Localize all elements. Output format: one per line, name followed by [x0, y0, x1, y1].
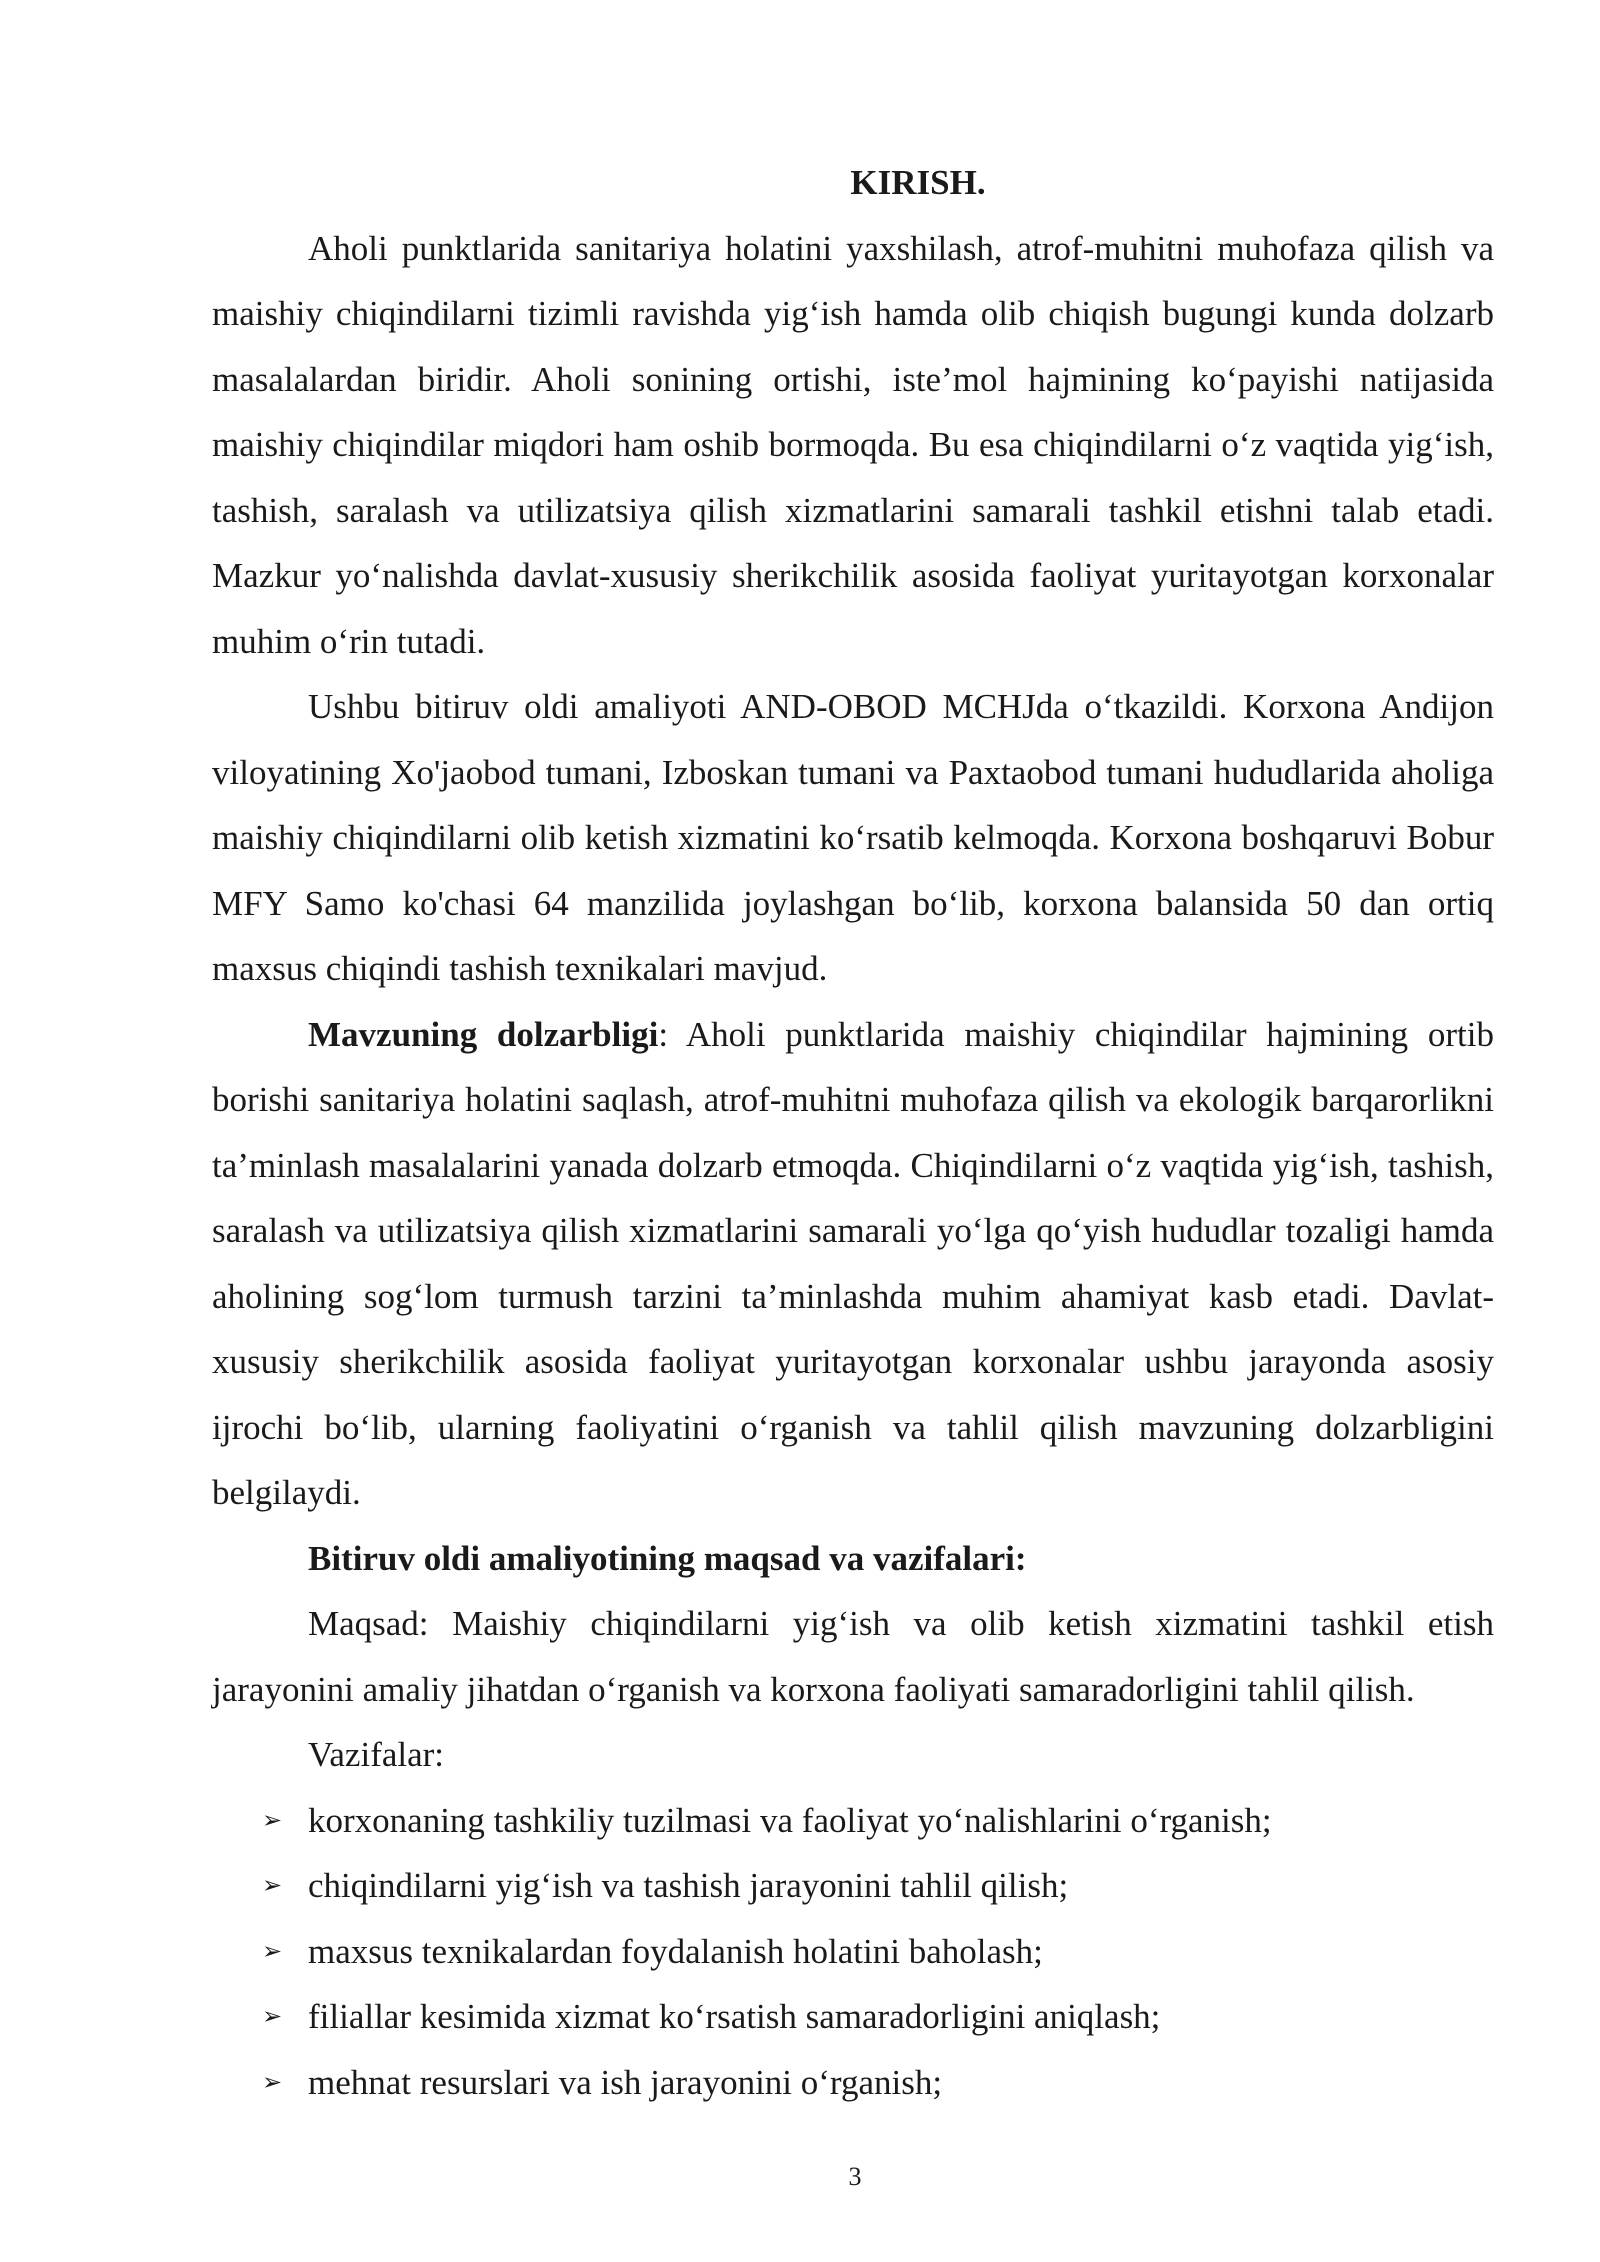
- arrow-bullet-icon: ➢: [262, 1936, 283, 1965]
- list-item: [212, 2050, 1494, 2116]
- page-number: 3: [848, 2162, 862, 2191]
- task-text: chiqindilarni yig‘ish va tashish jarayonini tahlil qilish;: [308, 1866, 1069, 1905]
- intro-paragraph: Aholi punktlarida sanitariya holatini yaxshilash, atrof-muhitni muhofaza qilish va maishiy chiqindilarni tizimli ravishda yig‘ish hamda olib chiqish bugungi kunda dolzarb masalalardan biridir. Aholi sonining ortishi, iste’mol hajmining ko‘payishi natijasida maishiy chiqindilar miqdori ham oshib bormoqda. Bu esa chiqindilarni o‘z vaqtida yig‘ish, tashish, saralash va utilizatsiya qilish xizmatlarini samarali tashkil etishni talab etadi. Mazkur yo‘nalishda davlat-xususiy sherikchilik asosida faoliyat yuritayotgan korxonalar muhim o‘rin tutadi.: [212, 228, 1494, 661]
- company-paragraph: Ushbu bitiruv oldi amaliyoti AND-OBOD MCHJda o‘tkazildi. Korxona Andijon viloyatining Xo'jaobod tumani, Izboskan tumani va Paxtaobod tumani hududlarida aholiga maishiy chiqindilarni olib ketish xizmatini ko‘rsatib kelmoqda. Korxona boshqaruvi Bobur MFY Samo ko'chasi 64 manzilida joylashgan bo‘lib, korxona balansida 50 dan ortiq maxsus chiqindi tashish texnikalari mavjud.: [212, 687, 1494, 988]
- list-item: [212, 1853, 1494, 1919]
- relevance-text: : Aholi punktlarida maishiy chiqindilar hajmining ortib borishi sanitariya holatini saqlash, atrof-muhitni muhofaza qilish va ekologik barqarorlikni ta’minlash masalalarini yanada dolzarb etmoqda. Chiqindilarni o‘z vaqtida yig‘ish, tashish, saralash va utilizatsiya qilish xizmatlarini samarali yo‘lga qo‘yish hududlar tozaligi hamda aholining sog‘lom turmush tarzini ta’minlashda muhim ahamiyat kasb etadi. Davlat-xususiy sherikchilik asosida faoliyat yuritayotgan korxonalar ushbu jarayonda asosiy ijrochi bo‘lib, ularning faoliyatini o‘rganish va tahlil qilish mavzuning dolzarbligini belgilaydi.: [212, 1014, 1494, 1512]
- list-item: [212, 1788, 1494, 1854]
- task-text: mehnat resurslari va ish jarayonini o‘rganish;: [308, 2062, 943, 2102]
- relevance-paragraph: [212, 1002, 1494, 1526]
- arrow-bullet-icon: ➢: [262, 2067, 283, 2096]
- goal-paragraph: Maqsad: Maishiy chiqindilarni yig‘ish va olib ketish xizmatini tashkil etish jarayonini amaliy jihatdan o‘rganish va korxona faoliyati samaradorligini tahlil qilish.: [212, 1604, 1494, 1709]
- tasks-label: Vazifalar:: [308, 1735, 445, 1774]
- page-title: KIRISH.: [850, 163, 986, 202]
- arrow-bullet-icon: ➢: [262, 1805, 283, 1834]
- tasks-list: [212, 1788, 1494, 2116]
- task-text: maxsus texnikalardan foydalanish holatini baholash;: [308, 1931, 1043, 1971]
- list-item: [212, 1919, 1494, 1985]
- arrow-bullet-icon: ➢: [262, 1871, 283, 1899]
- document-page: [212, 150, 1494, 2115]
- goals-heading: Bitiruv oldi amaliyotining maqsad va vazifalari:: [308, 1538, 1027, 1578]
- task-text: korxonaning tashkiliy tuzilmasi va faoliyat yo‘nalishlarini o‘rganish;: [308, 1800, 1272, 1840]
- arrow-bullet-icon: ➢: [262, 2002, 283, 2030]
- list-item: [212, 1984, 1494, 2050]
- task-text: filiallar kesimida xizmat ko‘rsatish samaradorligini aniqlash;: [308, 1997, 1161, 2036]
- relevance-label: Mavzuning dolzarbligi: [308, 1014, 659, 1054]
